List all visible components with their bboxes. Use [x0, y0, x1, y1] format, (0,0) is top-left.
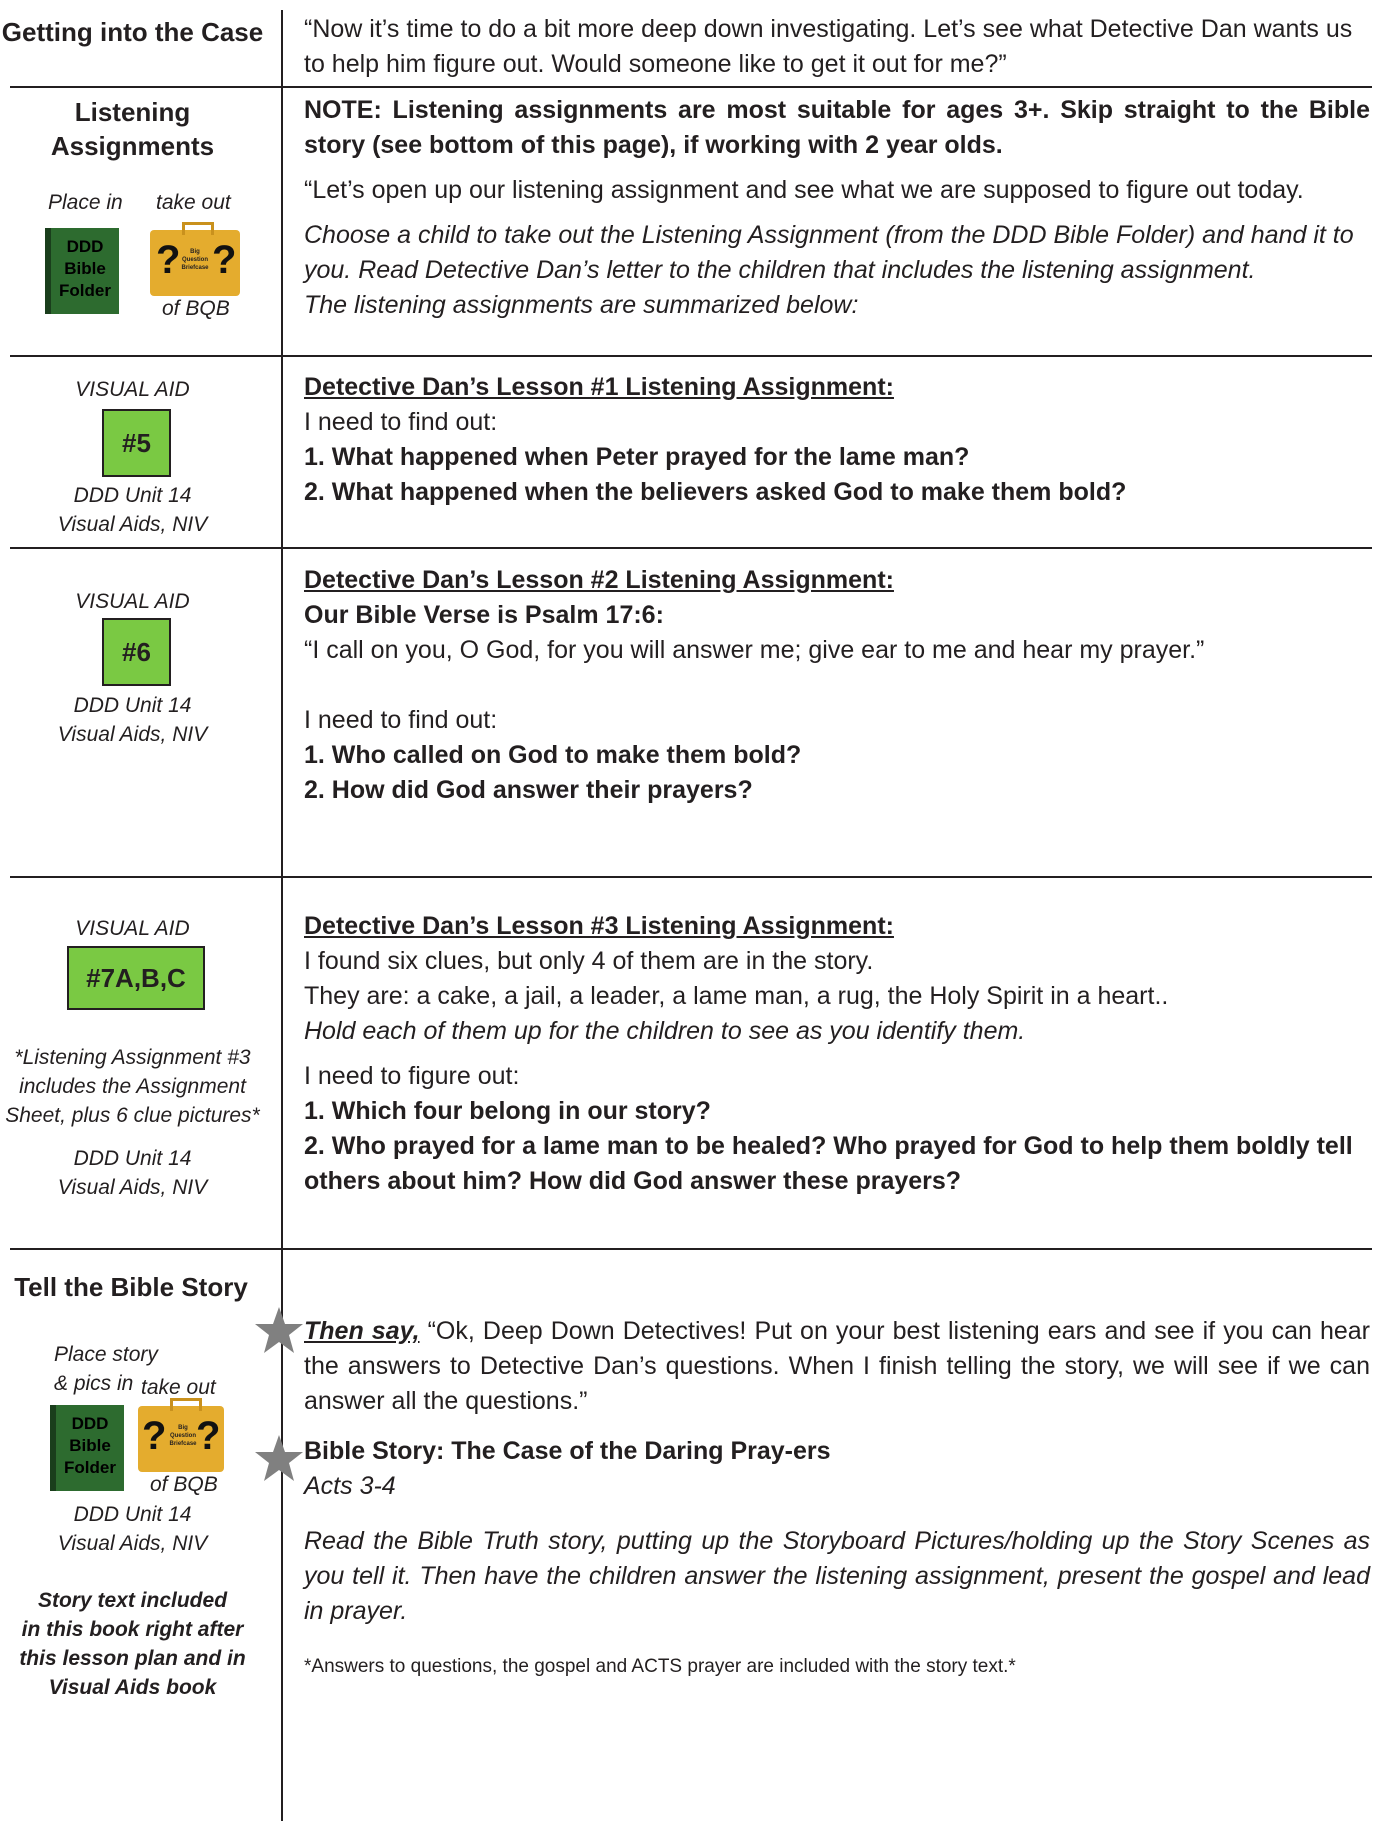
- answers-note: *Answers to questions, the gospel and ACTS prayer are included with the story text.*: [304, 1656, 1016, 1677]
- lesson1-question-1: 1. What happened when Peter prayed for the lame man?: [304, 443, 970, 471]
- star-icon: [252, 1433, 306, 1485]
- source-line: Visual Aids, NIV: [57, 1176, 208, 1199]
- folder-label-line: DDD: [66, 237, 104, 256]
- lesson1-need: I need to find out:: [304, 408, 498, 436]
- section-title-listening: Listening Assignments: [50, 97, 215, 161]
- row-divider: [10, 1248, 1372, 1250]
- folder-label-line: DDD: [71, 1414, 109, 1433]
- then-say-label: Then say,: [304, 1317, 420, 1345]
- lesson3-clue-list: They are: a cake, a jail, a leader, a lame man, a rug, the Holy Spirit in a heart..: [304, 982, 1169, 1010]
- of-bqb-label: of BQB: [150, 1473, 218, 1496]
- visual-aid-badge: #5: [102, 409, 171, 477]
- visual-aid-source: [0, 691, 265, 749]
- source-line: DDD Unit 14: [73, 484, 192, 507]
- section-title-bible-story: Tell the Bible Story: [14, 1272, 248, 1302]
- story-note-line: this lesson plan and in: [19, 1647, 246, 1670]
- listening-instructions: Choose a child to take out the Listening Assignment (from the DDD Bible Folder) and hand it to you. Read Detective Dan’s letter to the children that includes the listening assignment.: [304, 221, 1354, 284]
- lesson2-question-1: 1. Who called on God to make them bold?: [304, 741, 802, 769]
- then-say-text: “Ok, Deep Down Detectives! Put on your best listening ears and see if you can hear the answers to Detective Dan’s questions. When I finish telling the story, we will see if we can answer all the questions.”: [304, 1317, 1370, 1415]
- lesson2-question-2: 2. How did God answer their prayers?: [304, 776, 753, 804]
- visual-aid-badge: #7A,B,C: [67, 946, 205, 1010]
- visual-aid-label: VISUAL AID: [75, 378, 190, 401]
- briefcase-handle: [170, 1398, 202, 1411]
- lesson3-clues: I found six clues, but only 4 of them are in the story.: [304, 947, 874, 975]
- lesson3-hold: Hold each of them up for the children to see as you identify them.: [304, 1017, 1026, 1045]
- folder-label-line: Folder: [59, 281, 111, 300]
- column-divider: [281, 10, 283, 1821]
- listening-summary: The listening assignments are summarized below:: [304, 291, 859, 319]
- section-title-getting-into-case: Getting into the Case: [1, 17, 264, 47]
- story-note-line: Visual Aids book: [48, 1676, 217, 1699]
- lesson2-need: I need to find out:: [304, 706, 498, 734]
- question-mark-icon: ?: [196, 1414, 221, 1458]
- visual-aid-label: VISUAL AID: [75, 590, 190, 613]
- lesson2-verse: “I call on you, O God, for you will answer me; give ear to me and hear my prayer.”: [304, 636, 1205, 664]
- folder-label-line: Bible: [64, 259, 106, 278]
- listening-intro: “Let’s open up our listening assignment and see what we are supposed to figure out today.: [304, 176, 1304, 204]
- question-mark-icon: ?: [142, 1414, 167, 1458]
- listening-3-note: [0, 1043, 265, 1130]
- briefcase-label: Big Question Briefcase: [181, 249, 209, 271]
- row-divider: [10, 86, 1372, 88]
- visual-aid-source: [0, 1144, 265, 1202]
- story-text-note: [0, 1586, 265, 1702]
- source-line: DDD Unit 14: [73, 1503, 192, 1526]
- story-note-line: in this book right after: [21, 1618, 244, 1641]
- then-say-paragraph: [304, 1314, 1370, 1419]
- visual-aid-label: VISUAL AID: [75, 917, 190, 940]
- visual-aid-source: [0, 1500, 265, 1558]
- question-mark-icon: ?: [156, 238, 181, 282]
- lesson3-need: I need to figure out:: [304, 1062, 520, 1090]
- source-line: Visual Aids, NIV: [57, 723, 208, 746]
- place-in-label: Place in: [48, 191, 123, 214]
- briefcase-icon: [150, 230, 240, 296]
- lesson1-heading: Detective Dan’s Lesson #1 Listening Assignment:: [304, 373, 894, 401]
- take-out-label: take out: [156, 191, 231, 214]
- star-icon: [252, 1305, 306, 1357]
- lesson3-question-1: 1. Which four belong in our story?: [304, 1097, 711, 1125]
- story-reference: Acts 3-4: [304, 1472, 396, 1500]
- lesson3-question-2: 2. Who prayed for a lame man to be healed? Who prayed for God to help them boldly tell others about him? How did God answer these prayers?: [304, 1132, 1353, 1195]
- story-note-line: Story text included: [37, 1589, 228, 1612]
- briefcase-handle: [182, 222, 214, 235]
- story-title: Bible Story: The Case of the Daring Pray-ers: [304, 1437, 831, 1465]
- folder-label-line: Bible: [69, 1436, 111, 1455]
- take-out-label: take out: [141, 1376, 216, 1399]
- briefcase-icon: [138, 1406, 224, 1472]
- of-bqb-label: of BQB: [162, 297, 230, 320]
- visual-aid-source: [0, 481, 265, 539]
- briefcase-label: Big Question Briefcase: [169, 1425, 197, 1447]
- bible-folder-icon: [45, 228, 119, 314]
- visual-aid-badge: #6: [102, 618, 171, 686]
- place-story-line: Place story: [54, 1343, 158, 1366]
- note-line: Sheet, plus 6 clue pictures*: [5, 1104, 260, 1127]
- getting-into-case-text: “Now it’s time to do a bit more deep down investigating. Let’s see what Detective Dan wants us to help him figure out. Would someone like to get it out for me?”: [304, 15, 1353, 78]
- lesson2-heading: Detective Dan’s Lesson #2 Listening Assignment:: [304, 566, 894, 594]
- lesson3-heading: Detective Dan’s Lesson #3 Listening Assignment:: [304, 912, 894, 940]
- row-divider: [10, 355, 1372, 357]
- row-divider: [10, 876, 1372, 878]
- source-line: Visual Aids, NIV: [57, 1532, 208, 1555]
- source-line: DDD Unit 14: [73, 1147, 192, 1170]
- place-story-line: & pics in: [54, 1372, 134, 1395]
- lesson1-question-2: 2. What happened when the believers asked God to make them bold?: [304, 478, 1127, 506]
- note-line: includes the Assignment: [19, 1075, 246, 1098]
- note-line: *Listening Assignment #3: [14, 1046, 251, 1069]
- source-line: Visual Aids, NIV: [57, 513, 208, 536]
- age-note: NOTE: Listening assignments are most suitable for ages 3+. Skip straight to the Bible story (see bottom of this page), if working with 2 year olds.: [304, 96, 1370, 159]
- source-line: DDD Unit 14: [73, 694, 192, 717]
- story-read-instructions: Read the Bible Truth story, putting up the Storyboard Pictures/holding up the Story Scenes as you tell it. Then have the children answer the listening assignment, present the gospel and lead in prayer.: [304, 1527, 1370, 1625]
- folder-label-line: Folder: [64, 1458, 116, 1477]
- lesson2-verse-ref: Our Bible Verse is Psalm 17:6:: [304, 601, 664, 629]
- row-divider: [10, 547, 1372, 549]
- bible-folder-icon: [50, 1405, 124, 1491]
- question-mark-icon: ?: [212, 238, 237, 282]
